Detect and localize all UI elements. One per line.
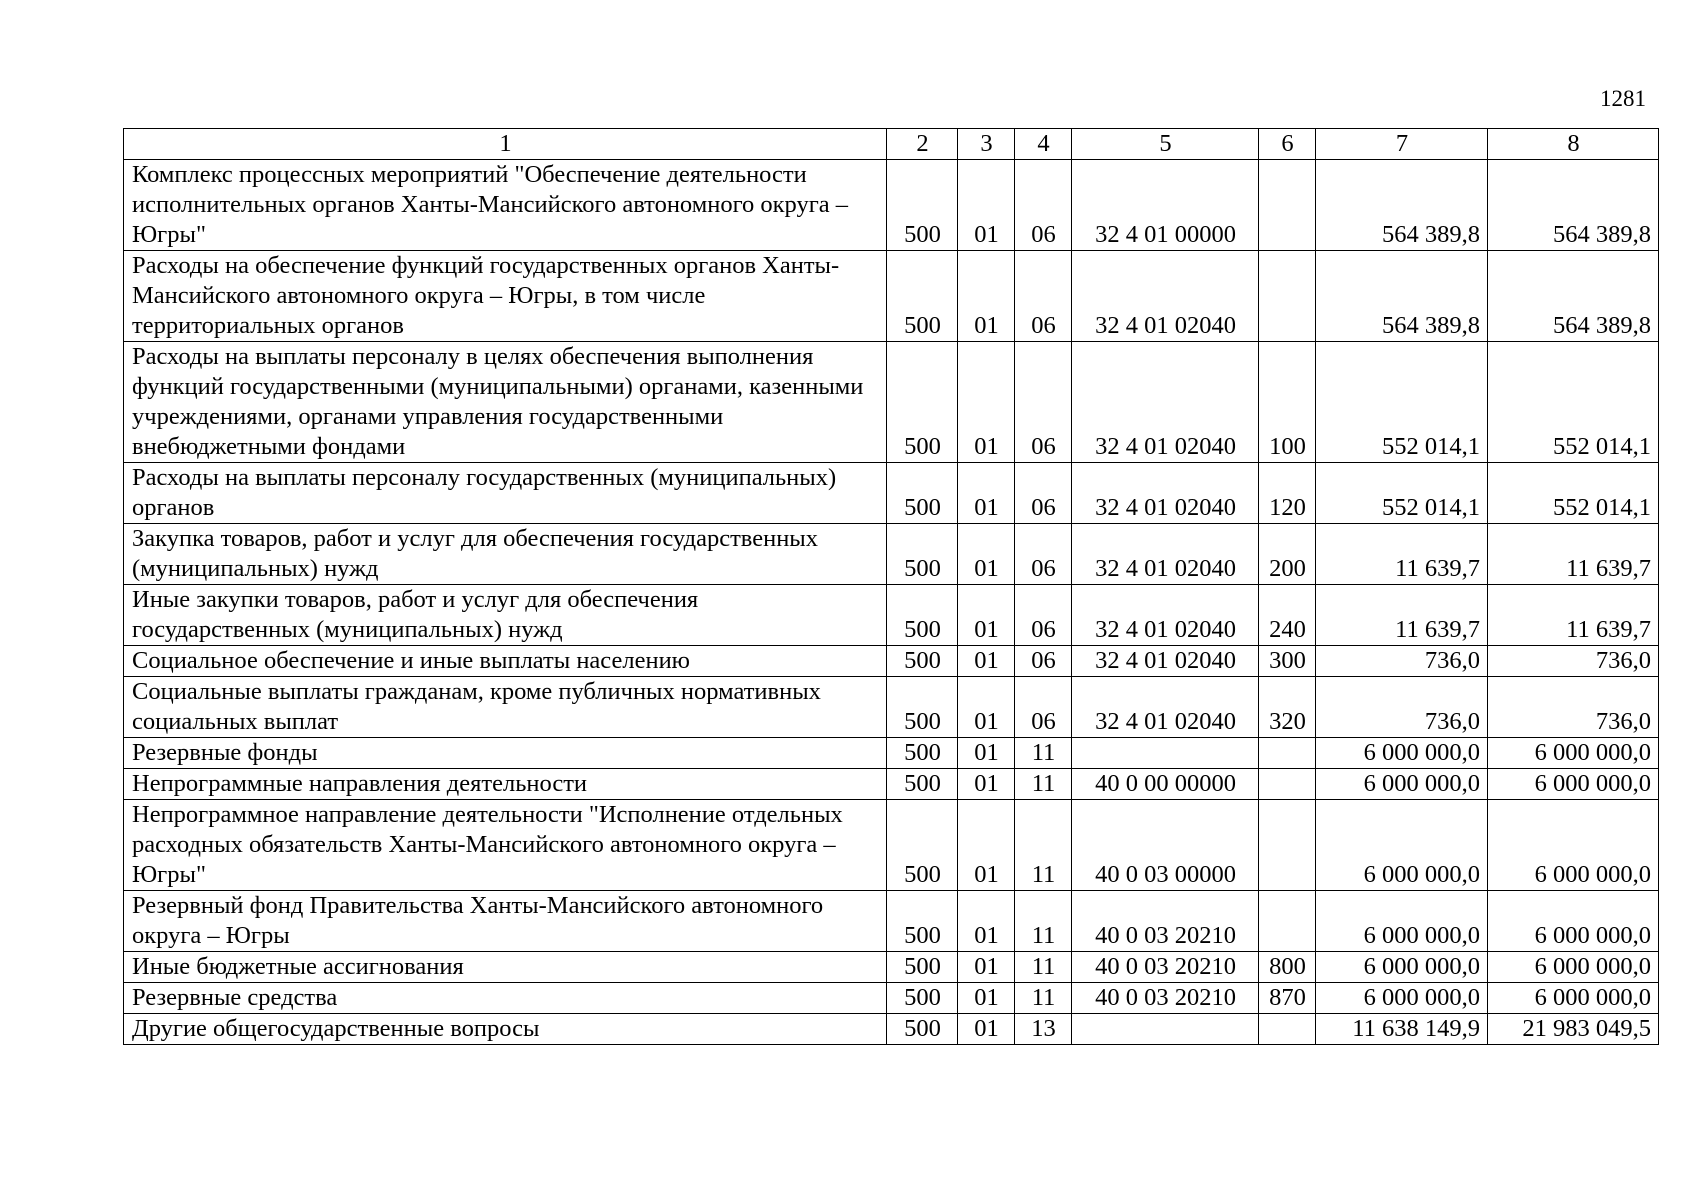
table-header (124, 129, 1659, 160)
row-name: Непрограммное направление деятельности "Исполнение отдельных расходных обязательств Ханты-Мансийского автономного округа – Югры" (124, 800, 887, 891)
col-8-amount: 552 014,1 (1488, 342, 1659, 463)
col-3-cell: 01 (958, 800, 1015, 891)
col-5-cell: 32 4 01 00000 (1072, 160, 1259, 251)
col-4-cell: 06 (1015, 160, 1072, 251)
col-6-cell: 200 (1259, 524, 1316, 585)
table-row (124, 800, 1659, 891)
col-6-cell (1259, 738, 1316, 769)
row-name: Иные закупки товаров, работ и услуг для обеспечения государственных (муниципальных) нужд (124, 585, 887, 646)
col-5-cell: 32 4 01 02040 (1072, 251, 1259, 342)
table-row (124, 983, 1659, 1014)
col-4-cell: 11 (1015, 769, 1072, 800)
col-6-cell (1259, 891, 1316, 952)
col-6-cell (1259, 1014, 1316, 1045)
col-5-cell: 40 0 03 20210 (1072, 952, 1259, 983)
col-3-cell: 01 (958, 585, 1015, 646)
col-3-cell: 01 (958, 1014, 1015, 1045)
col-8-amount: 11 639,7 (1488, 524, 1659, 585)
col-3-cell: 01 (958, 251, 1015, 342)
row-name: Расходы на обеспечение функций государственных органов Ханты-Мансийского автономного округа – Югры, в том числе территориальных органов (124, 251, 887, 342)
row-name: Непрограммные направления деятельности (124, 769, 887, 800)
col-2-cell: 500 (887, 800, 958, 891)
col-2-cell: 500 (887, 769, 958, 800)
col-8-amount: 6 000 000,0 (1488, 891, 1659, 952)
row-name: Резервный фонд Правительства Ханты-Мансийского автономного округа – Югры (124, 891, 887, 952)
col-8-amount: 564 389,8 (1488, 251, 1659, 342)
col-8-amount: 6 000 000,0 (1488, 800, 1659, 891)
column-header-5: 5 (1072, 129, 1259, 160)
col-3-cell: 01 (958, 463, 1015, 524)
col-8-amount: 736,0 (1488, 677, 1659, 738)
col-7-amount: 552 014,1 (1316, 342, 1488, 463)
col-7-amount: 6 000 000,0 (1316, 952, 1488, 983)
col-4-cell: 06 (1015, 524, 1072, 585)
col-4-cell: 06 (1015, 585, 1072, 646)
col-6-cell: 320 (1259, 677, 1316, 738)
column-header-4: 4 (1015, 129, 1072, 160)
col-7-amount: 552 014,1 (1316, 463, 1488, 524)
col-3-cell: 01 (958, 952, 1015, 983)
col-2-cell: 500 (887, 585, 958, 646)
col-4-cell: 06 (1015, 251, 1072, 342)
col-8-amount: 552 014,1 (1488, 463, 1659, 524)
col-4-cell: 06 (1015, 342, 1072, 463)
row-name: Иные бюджетные ассигнования (124, 952, 887, 983)
table-row (124, 646, 1659, 677)
table-row (124, 585, 1659, 646)
col-5-cell: 32 4 01 02040 (1072, 677, 1259, 738)
col-7-amount: 6 000 000,0 (1316, 891, 1488, 952)
column-header-8: 8 (1488, 129, 1659, 160)
col-2-cell: 500 (887, 524, 958, 585)
col-4-cell: 06 (1015, 677, 1072, 738)
col-5-cell: 32 4 01 02040 (1072, 463, 1259, 524)
row-name: Комплекс процессных мероприятий "Обеспечение деятельности исполнительных органов Ханты-Мансийского автономного округа – Югры" (124, 160, 887, 251)
col-7-amount: 6 000 000,0 (1316, 769, 1488, 800)
col-3-cell: 01 (958, 524, 1015, 585)
col-8-amount: 564 389,8 (1488, 160, 1659, 251)
table-row (124, 251, 1659, 342)
col-4-cell: 11 (1015, 983, 1072, 1014)
col-4-cell: 11 (1015, 952, 1072, 983)
col-6-cell (1259, 769, 1316, 800)
row-name: Расходы на выплаты персоналу в целях обеспечения выполнения функций государственными (муниципальными) органами, казенными учреждениями, органами управления государственными внебюджетными фондами (124, 342, 887, 463)
col-6-cell (1259, 160, 1316, 251)
col-5-cell: 40 0 03 20210 (1072, 891, 1259, 952)
col-5-cell: 32 4 01 02040 (1072, 524, 1259, 585)
col-7-amount: 11 639,7 (1316, 585, 1488, 646)
col-4-cell: 11 (1015, 800, 1072, 891)
col-3-cell: 01 (958, 677, 1015, 738)
col-4-cell: 13 (1015, 1014, 1072, 1045)
col-2-cell: 500 (887, 677, 958, 738)
row-name: Другие общегосударственные вопросы (124, 1014, 887, 1045)
row-name: Социальное обеспечение и иные выплаты населению (124, 646, 887, 677)
col-2-cell: 500 (887, 160, 958, 251)
col-5-cell: 40 0 00 00000 (1072, 769, 1259, 800)
col-8-amount: 6 000 000,0 (1488, 952, 1659, 983)
table-row (124, 1014, 1659, 1045)
col-3-cell: 01 (958, 891, 1015, 952)
header-row (124, 129, 1659, 160)
col-6-cell: 120 (1259, 463, 1316, 524)
column-header-1: 1 (124, 129, 887, 160)
col-3-cell: 01 (958, 160, 1015, 251)
col-5-cell: 40 0 03 00000 (1072, 800, 1259, 891)
table-row (124, 677, 1659, 738)
col-6-cell: 800 (1259, 952, 1316, 983)
col-2-cell: 500 (887, 463, 958, 524)
col-7-amount: 11 638 149,9 (1316, 1014, 1488, 1045)
col-7-amount: 564 389,8 (1316, 160, 1488, 251)
col-4-cell: 11 (1015, 738, 1072, 769)
col-3-cell: 01 (958, 646, 1015, 677)
table-body (124, 160, 1659, 1045)
col-5-cell: 32 4 01 02040 (1072, 342, 1259, 463)
col-3-cell: 01 (958, 983, 1015, 1014)
col-7-amount: 6 000 000,0 (1316, 738, 1488, 769)
column-header-7: 7 (1316, 129, 1488, 160)
col-5-cell: 32 4 01 02040 (1072, 585, 1259, 646)
col-6-cell (1259, 251, 1316, 342)
col-8-amount: 21 983 049,5 (1488, 1014, 1659, 1045)
row-name: Социальные выплаты гражданам, кроме публичных нормативных социальных выплат (124, 677, 887, 738)
row-name: Резервные средства (124, 983, 887, 1014)
col-2-cell: 500 (887, 983, 958, 1014)
col-5-cell (1072, 1014, 1259, 1045)
col-2-cell: 500 (887, 952, 958, 983)
table-row (124, 952, 1659, 983)
col-7-amount: 564 389,8 (1316, 251, 1488, 342)
col-7-amount: 6 000 000,0 (1316, 800, 1488, 891)
col-7-amount: 11 639,7 (1316, 524, 1488, 585)
page-number: 1281 (1600, 86, 1646, 111)
col-4-cell: 06 (1015, 463, 1072, 524)
table-row (124, 160, 1659, 251)
table-row (124, 463, 1659, 524)
table-row (124, 891, 1659, 952)
col-3-cell: 01 (958, 769, 1015, 800)
col-2-cell: 500 (887, 251, 958, 342)
budget-table (123, 128, 1659, 1045)
col-2-cell: 500 (887, 646, 958, 677)
col-5-cell (1072, 738, 1259, 769)
col-7-amount: 736,0 (1316, 677, 1488, 738)
table-row (124, 524, 1659, 585)
row-name: Расходы на выплаты персоналу государственных (муниципальных) органов (124, 463, 887, 524)
col-2-cell: 500 (887, 342, 958, 463)
col-6-cell: 870 (1259, 983, 1316, 1014)
row-name: Резервные фонды (124, 738, 887, 769)
col-4-cell: 11 (1015, 891, 1072, 952)
col-6-cell: 240 (1259, 585, 1316, 646)
col-2-cell: 500 (887, 1014, 958, 1045)
table-row (124, 342, 1659, 463)
column-header-2: 2 (887, 129, 958, 160)
col-8-amount: 6 000 000,0 (1488, 738, 1659, 769)
col-7-amount: 736,0 (1316, 646, 1488, 677)
col-3-cell: 01 (958, 738, 1015, 769)
col-5-cell: 40 0 03 20210 (1072, 983, 1259, 1014)
col-8-amount: 11 639,7 (1488, 585, 1659, 646)
col-8-amount: 6 000 000,0 (1488, 769, 1659, 800)
table-row (124, 769, 1659, 800)
row-name: Закупка товаров, работ и услуг для обеспечения государственных (муниципальных) нужд (124, 524, 887, 585)
table-row (124, 738, 1659, 769)
col-6-cell: 300 (1259, 646, 1316, 677)
col-4-cell: 06 (1015, 646, 1072, 677)
column-header-3: 3 (958, 129, 1015, 160)
col-6-cell: 100 (1259, 342, 1316, 463)
column-header-6: 6 (1259, 129, 1316, 160)
col-2-cell: 500 (887, 891, 958, 952)
col-5-cell: 32 4 01 02040 (1072, 646, 1259, 677)
col-8-amount: 736,0 (1488, 646, 1659, 677)
col-8-amount: 6 000 000,0 (1488, 983, 1659, 1014)
col-6-cell (1259, 800, 1316, 891)
col-7-amount: 6 000 000,0 (1316, 983, 1488, 1014)
col-3-cell: 01 (958, 342, 1015, 463)
col-2-cell: 500 (887, 738, 958, 769)
